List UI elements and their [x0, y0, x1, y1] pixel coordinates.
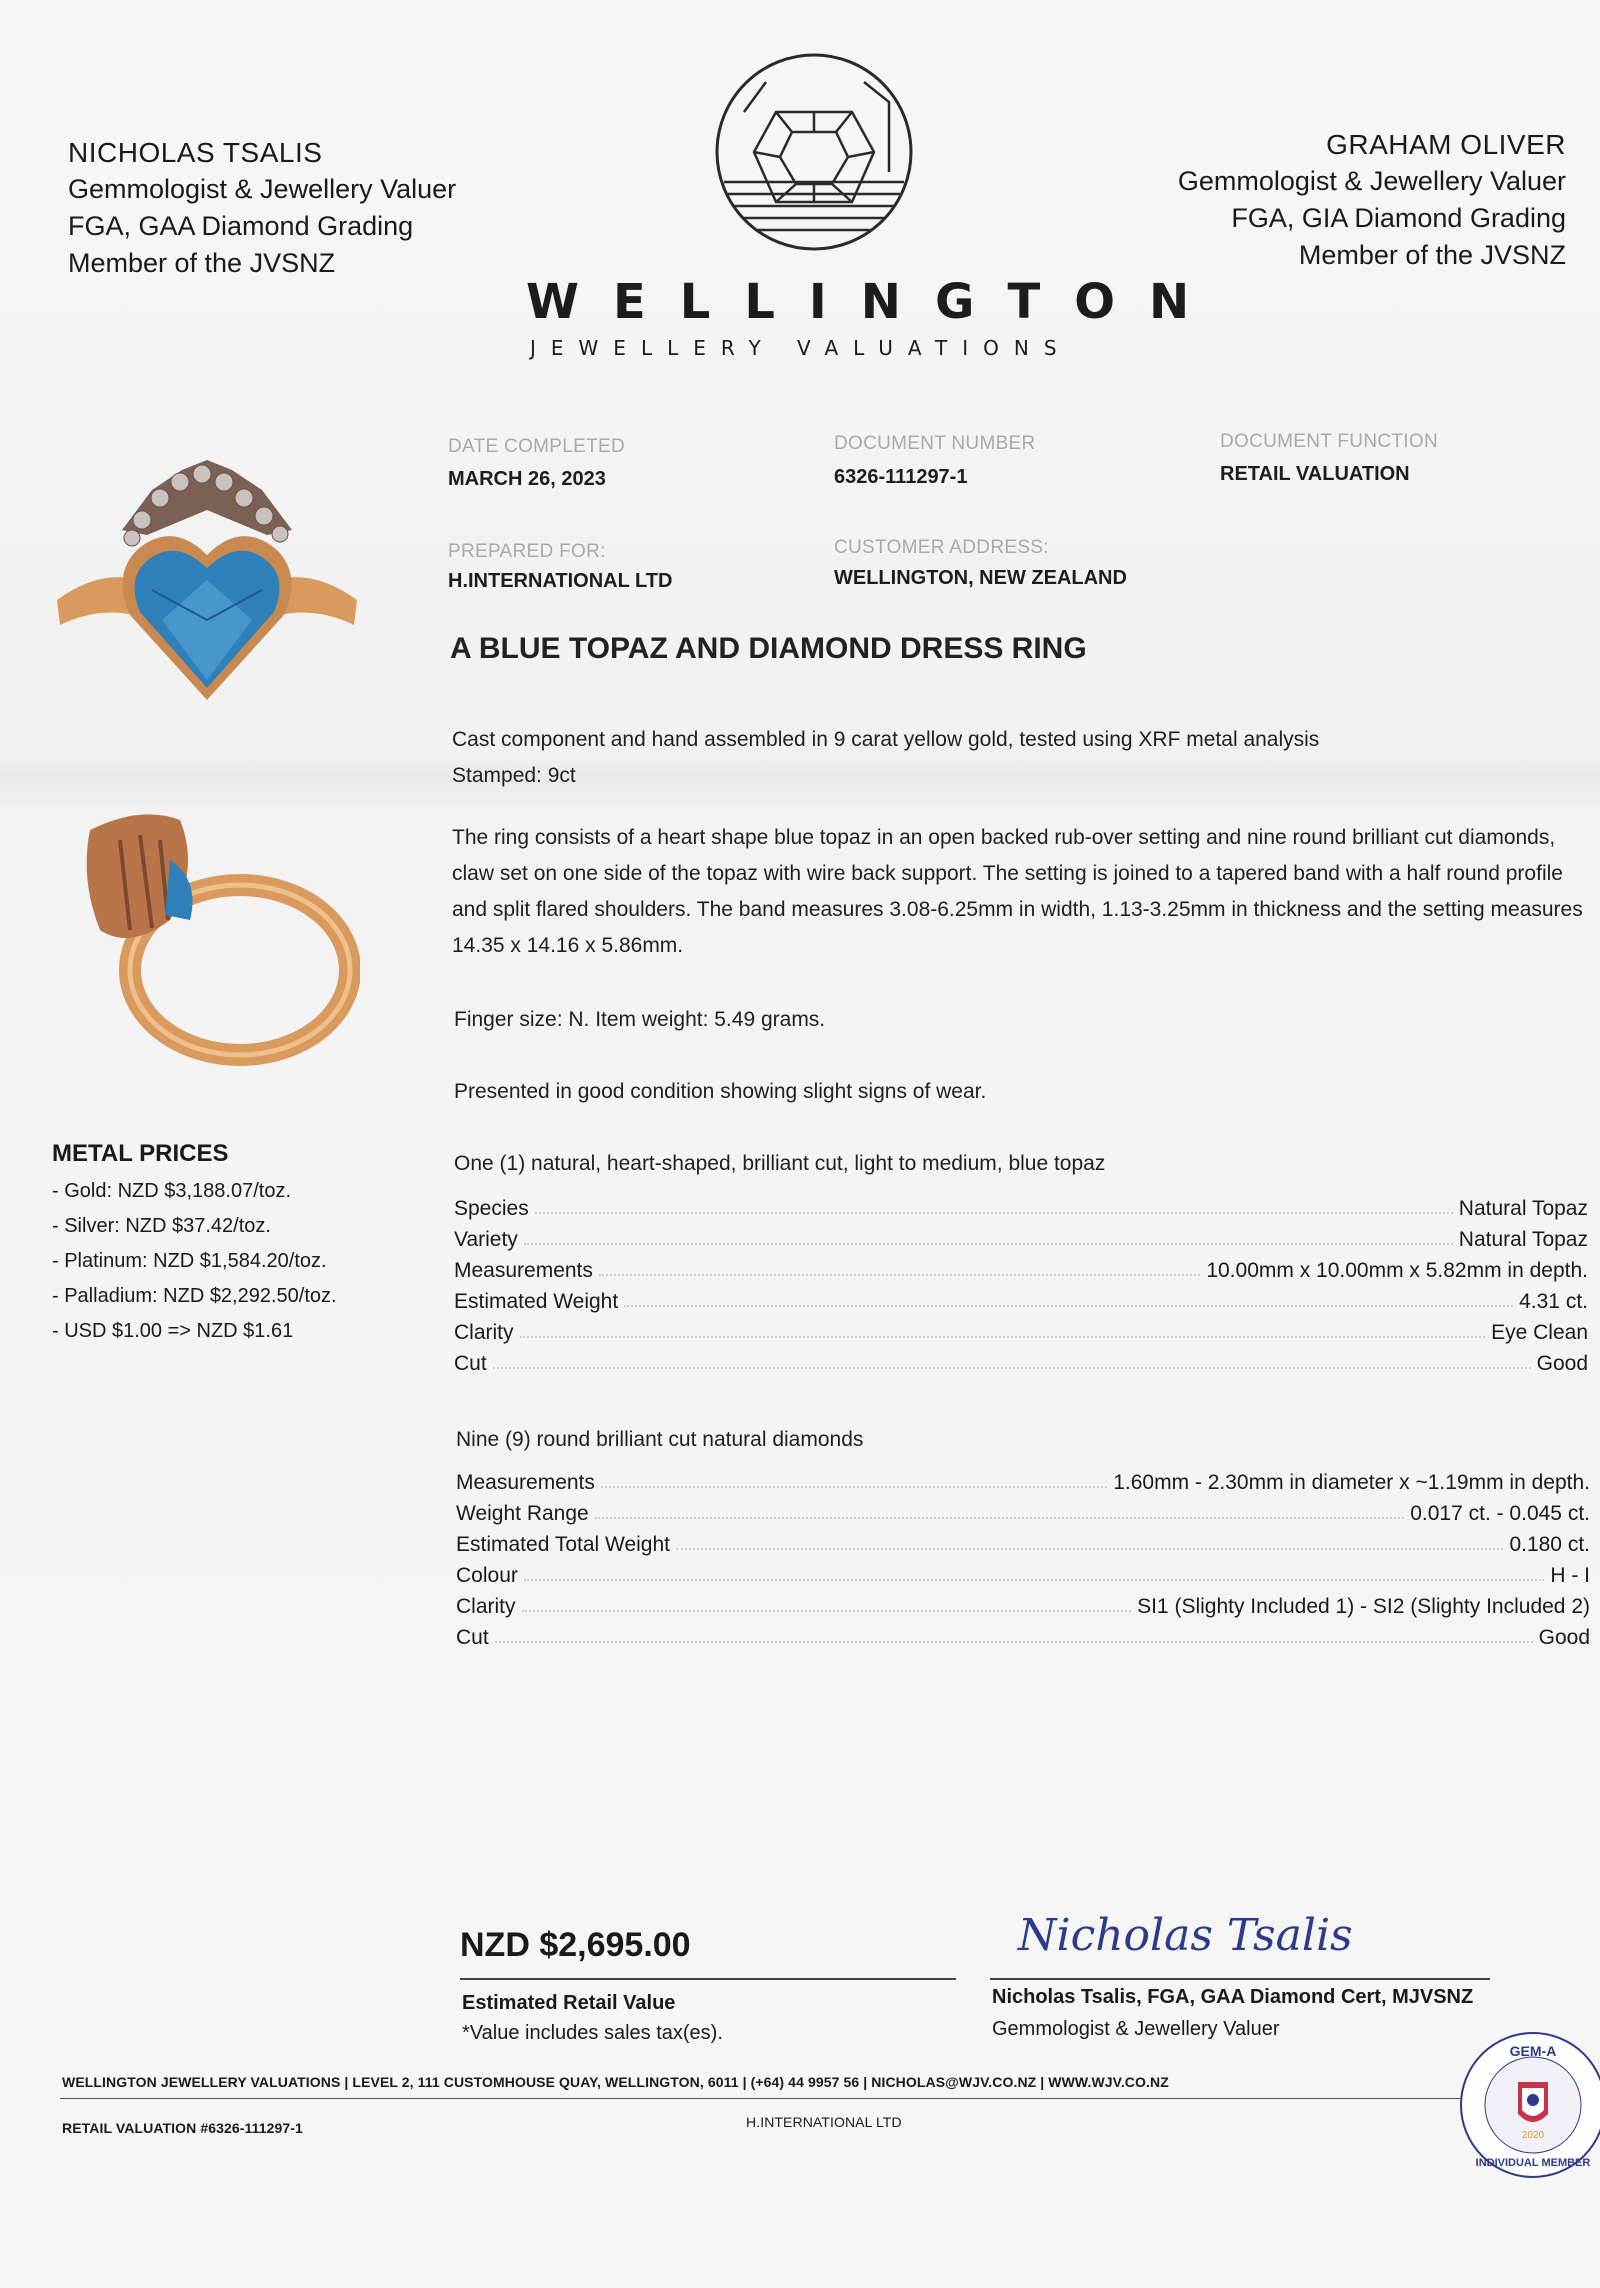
spec-row: Variety Natural Topaz [454, 1228, 1588, 1251]
item-title: A BLUE TOPAZ AND DIAMOND DRESS RING [450, 632, 1087, 665]
topaz-spec-table [454, 1190, 1588, 1376]
address-label: CUSTOMER ADDRESS: [834, 537, 1049, 558]
right-valuer-member: Member of the JVSNZ [1298, 240, 1566, 270]
right-valuer-quals: FGA, GIA Diamond Grading [1231, 203, 1566, 233]
signatory-title: Gemmologist & Jewellery Valuer [992, 2018, 1280, 2040]
docnum-label: DOCUMENT NUMBER [834, 433, 1036, 454]
metal-prices-heading: METAL PRICES [52, 1140, 229, 1167]
price-silver: - Silver: NZD $37.42/toz. [52, 1215, 271, 1237]
date-label: DATE COMPLETED [448, 436, 625, 457]
spec-row: Measurements 10.00mm x 10.00mm x 5.82mm in depth. [454, 1259, 1588, 1282]
spec-row: Colour H - I [456, 1564, 1590, 1587]
description-text: The ring consists of a heart shape blue topaz in an open backed rub-over setting and nine round brilliant cut diamonds, claw set on one side of the topaz with wire back support. The setting is joined to a tapered band with a half round profile and split flared shoulders. The band measures 3.08-6.25mm in width, 1.13-3.25mm in thickness and the setting measures 14.35 x 14.16 x 5.86mm. [452, 826, 1583, 957]
prepared-value: H.INTERNATIONAL LTD [448, 570, 673, 592]
signatory-name: Nicholas Tsalis, FGA, GAA Diamond Cert, MJVSNZ [992, 1986, 1474, 2008]
spec-row: Estimated Weight 4.31 ct. [454, 1290, 1588, 1313]
footer-client: H.INTERNATIONAL LTD [746, 2114, 902, 2130]
condition-text: Presented in good condition showing slight signs of wear. [454, 1080, 987, 1103]
topaz-heading: One (1) natural, heart-shaped, brilliant cut, light to medium, blue topaz [454, 1152, 1106, 1175]
stamp-line: Stamped: 9ct [452, 764, 576, 787]
spec-row: Weight Range 0.017 ct. - 0.045 ct. [456, 1502, 1590, 1525]
function-value: RETAIL VALUATION [1220, 463, 1410, 485]
left-valuer-title: Gemmologist & Jewellery Valuer [68, 174, 457, 204]
brand-subtitle: JEWELLERY VALUATIONS [530, 336, 1072, 360]
prepared-label: PREPARED FOR: [448, 541, 606, 562]
spec-row: Cut Good [454, 1352, 1588, 1375]
badge-bottom: INDIVIDUAL MEMBER [1475, 2157, 1591, 2169]
price-gold: - Gold: NZD $3,188.07/toz. [52, 1180, 292, 1202]
diamonds-spec-table [456, 1464, 1590, 1650]
footer-divider [60, 2098, 1460, 2099]
construction-text [452, 722, 1592, 794]
left-valuer-member: Member of the JVSNZ [68, 248, 336, 278]
brand-name: WELLINGTON [526, 274, 1224, 330]
right-valuer-block [1178, 126, 1566, 274]
spec-row: Measurements 1.60mm - 2.30mm in diameter x ~1.19mm in depth. [456, 1471, 1590, 1494]
valuation-note: *Value includes sales tax(es). [462, 2022, 723, 2044]
price-palladium: - Palladium: NZD $2,292.50/toz. [52, 1285, 337, 1307]
badge-year: 2020 [1521, 2130, 1545, 2141]
left-valuer-block [68, 134, 456, 282]
address-value: WELLINGTON, NEW ZEALAND [834, 567, 1127, 589]
function-label: DOCUMENT FUNCTION [1220, 431, 1438, 452]
gem-logo-icon [714, 52, 914, 252]
metal-prices [52, 1140, 337, 1349]
date-value: MARCH 26, 2023 [448, 468, 606, 490]
right-valuer-name: GRAHAM OLIVER [1326, 129, 1566, 160]
signature-divider [990, 1978, 1490, 1980]
left-valuer-quals: FGA, GAA Diamond Grading [68, 211, 414, 241]
spec-row: Estimated Total Weight 0.180 ct. [456, 1533, 1590, 1556]
spec-row: Clarity Eye Clean [454, 1321, 1588, 1344]
valuation-price: NZD $2,695.00 [460, 1926, 691, 1964]
price-divider [460, 1978, 956, 1980]
valuation-label: Estimated Retail Value [462, 1992, 676, 2014]
ring-side-image [60, 800, 360, 1070]
footer-ref: RETAIL VALUATION #6326-111297-1 [62, 2120, 303, 2136]
spec-row: Cut Good [456, 1626, 1590, 1649]
right-valuer-title: Gemmologist & Jewellery Valuer [1177, 166, 1566, 196]
spec-row: Species Natural Topaz [454, 1197, 1588, 1220]
signature-script: Nicholas Tsalis [1018, 1910, 1353, 1961]
size-text: Finger size: N. Item weight: 5.49 grams. [454, 1008, 826, 1031]
diamonds-heading: Nine (9) round brilliant cut natural diamonds [456, 1428, 864, 1451]
price-platinum: - Platinum: NZD $1,584.20/toz. [52, 1250, 327, 1272]
footer-contact: WELLINGTON JEWELLERY VALUATIONS | LEVEL 2, 111 CUSTOMHOUSE QUAY, WELLINGTON, 6011 | (+64) 44 9957 56 | NICHOLAS@WJV.CO.NZ | WWW.WJV.CO.NZ [62, 2074, 1169, 2090]
spec-row: Clarity SI1 (Slighty Included 1) - SI2 (Slighty Included 2) [456, 1595, 1590, 1618]
badge-top: GEM-A [1509, 2043, 1557, 2059]
docnum-value: 6326-111297-1 [834, 466, 968, 488]
left-valuer-name: NICHOLAS TSALIS [68, 137, 323, 168]
price-usd: - USD $1.00 => NZD $1.61 [52, 1320, 294, 1342]
ring-front-image [52, 450, 362, 710]
construction-line: Cast component and hand assembled in 9 carat yellow gold, tested using XRF metal analysis [452, 728, 1320, 751]
gem-a-badge-icon [1458, 2030, 1600, 2180]
